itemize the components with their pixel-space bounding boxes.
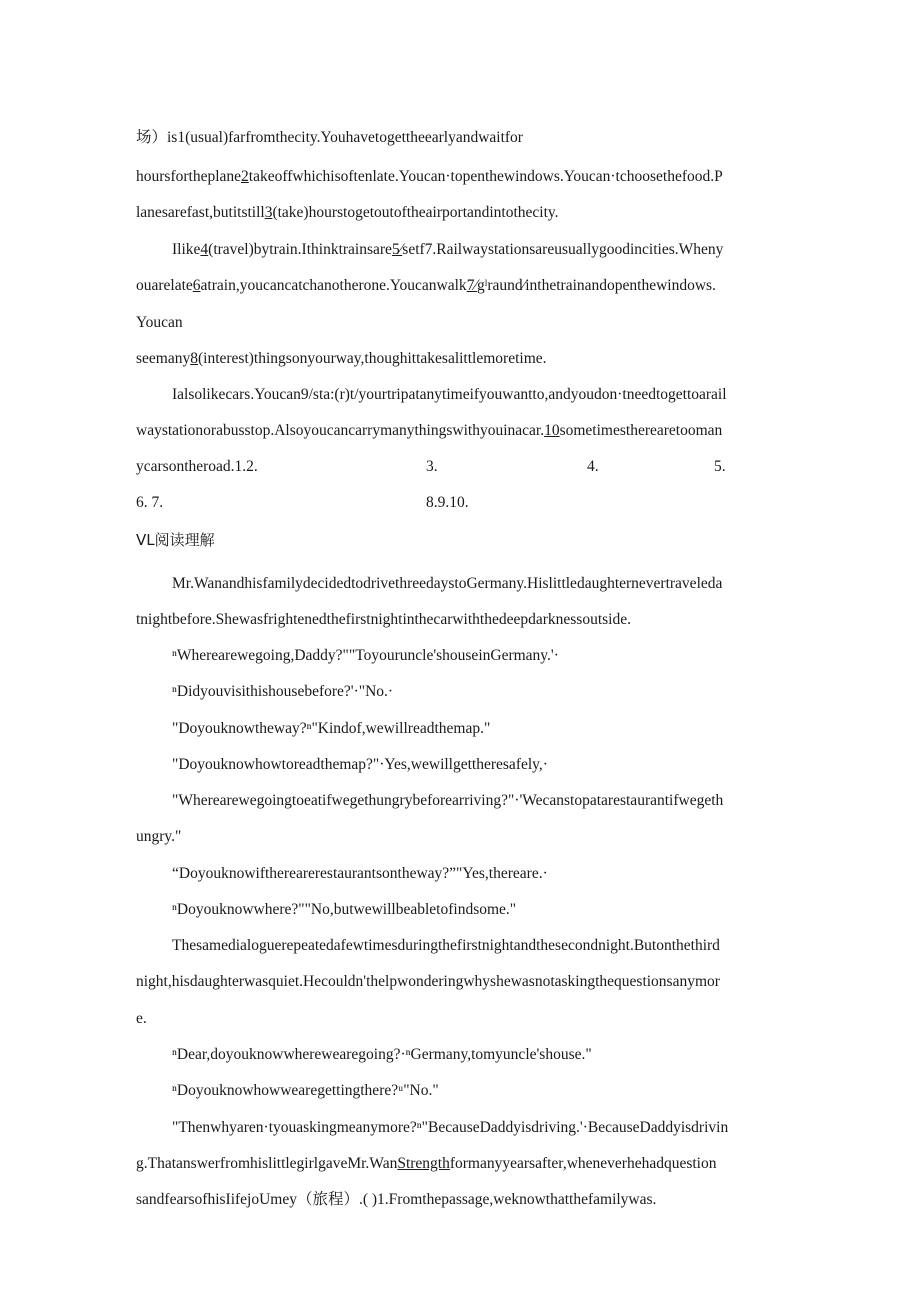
blank-4: 4 bbox=[200, 241, 209, 258]
p2-line-3: Youcan bbox=[136, 314, 183, 331]
p2-line-4: seemany8(interest)thingsonyourway,thoughittakesalittlemoretime. bbox=[136, 350, 547, 367]
blank-2: 2 bbox=[241, 168, 249, 185]
dialogue-4: "Doyouknowhowtoreadthemap?"·Yes,wewillgettheresafely,· bbox=[172, 756, 548, 773]
dialogue-5-line-1: "Wherearewegoingtoeatifwegethungrybeforearriving?"·'Wecanstopatarestaurantifwegeth bbox=[172, 792, 724, 809]
dialogue-10: "Thenwhyaren·tyouaskingmeanymore?ⁿ"BecauseDaddyisdriving.'·BecauseDaddyisdrivin bbox=[172, 1119, 729, 1136]
blank-8: 8 bbox=[190, 350, 198, 367]
r1-line-2: tnightbefore.Shewasfrightenedthefirstnightinthecarwiththedeepdarknessoutside. bbox=[136, 611, 631, 628]
r2-line-3: e. bbox=[136, 1010, 147, 1027]
r3-line-3-question-1: sandfearsofhisIifejoUmey（旅程）.( )1.Fromthepassage,weknowthatthefamilywas. bbox=[136, 1191, 657, 1208]
r3-line-2: g.ThatanswerfromhislittlegirlgaveMr.WanStrengthformanyyearsafter,wheneverhehadquestion bbox=[136, 1155, 717, 1172]
dialogue-7: ⁿDoyouknowwhere?""No,butwewillbeabletofindsome." bbox=[172, 901, 517, 918]
p2-line-1: Ilike4(travel)bytrain.Ithinktrainsare5⁄setf7.Railwaystationsareusuallygoodincities.Wheny bbox=[172, 241, 724, 258]
section-heading: VL阅读理解 bbox=[136, 531, 215, 549]
blank-6: 6 bbox=[192, 277, 201, 294]
p3-line-3: ycarsontheroad.1.2. bbox=[136, 458, 258, 475]
dialogue-1: ⁿWherearewegoing,Daddy?""Toyouruncle'shouseinGermany.'· bbox=[172, 647, 559, 664]
answer-slot-5: 5. bbox=[714, 458, 726, 475]
dialogue-3: "Doyouknowtheway?ⁿ"Kindof,wewillreadthemap." bbox=[172, 720, 491, 737]
answer-slot-4: 4. bbox=[587, 458, 599, 475]
dialogue-6: “Doyouknowiftherearerestaurantsontheway?”"Yes,thereare.· bbox=[172, 865, 548, 882]
dialogue-8: ⁿDear,doyouknowwherewearegoing?·ⁿGermany,tomyuncle'shouse." bbox=[172, 1046, 592, 1063]
p2-line-2: ouarelate6atrain,youcancatchanotherone.Youcanwalk7⁄gˡraund⁄inthetrainandopenthewindows. bbox=[136, 277, 716, 294]
answer-slots-8-10: 8.9.10. bbox=[426, 494, 469, 511]
underlined-strength: Strength bbox=[397, 1155, 450, 1172]
r2-line-1: Thesamedialoguerepeatedafewtimesduringthefirstnightandthesecondnight.Butonthethird bbox=[172, 937, 720, 954]
dialogue-9: ⁿDoyouknowhowwearegettingthere?ᵘ"No." bbox=[172, 1082, 439, 1099]
p1-line-2: hoursfortheplane2takeoffwhichisoftenlate.Youcan·topenthewindows.Youcan·tchoosethefood.P bbox=[136, 168, 723, 185]
p3-line-2: waystationorabusstop.Alsoyoucancarrymanythingswithyouinacar.10sometimestherearetooman bbox=[136, 422, 723, 439]
answer-slot-3: 3. bbox=[426, 458, 438, 475]
p3-line-1: Ialsolikecars.Youcan9/sta:(r)t/yourtripatanytimeifyouwantto,andyoudon·tneedtogettoarail bbox=[172, 386, 727, 403]
dialogue-5-line-2: ungry." bbox=[136, 828, 182, 845]
dialogue-2: ⁿDidyouvisithishousebefore?'·"No.· bbox=[172, 683, 394, 700]
p1-line-3: lanesarefast,butitstill3(take)hourstogetoutoftheairportandintothecity. bbox=[136, 204, 559, 221]
blank-10: 10 bbox=[544, 422, 560, 439]
blank-5: 5⁄ bbox=[391, 241, 403, 258]
blank-7: 7⁄ bbox=[466, 277, 478, 294]
r2-line-2: night,hisdaughterwasquiet.Hecouldn'thelpwonderingwhyshewasnotaskingthequestionsanymor bbox=[136, 973, 720, 990]
blank-3: 3 bbox=[264, 204, 273, 221]
p1-line-1: 场）is1(usual)farfromthecity.Youhavetogettheearlyandwaitfor bbox=[136, 129, 523, 146]
answer-slots-6-7: 6. 7. bbox=[136, 494, 164, 511]
r1-line-1: Mr.WanandhisfamilydecidedtodrivethreedaystoGermany.Hislittledaughternevertraveleda bbox=[172, 575, 723, 592]
